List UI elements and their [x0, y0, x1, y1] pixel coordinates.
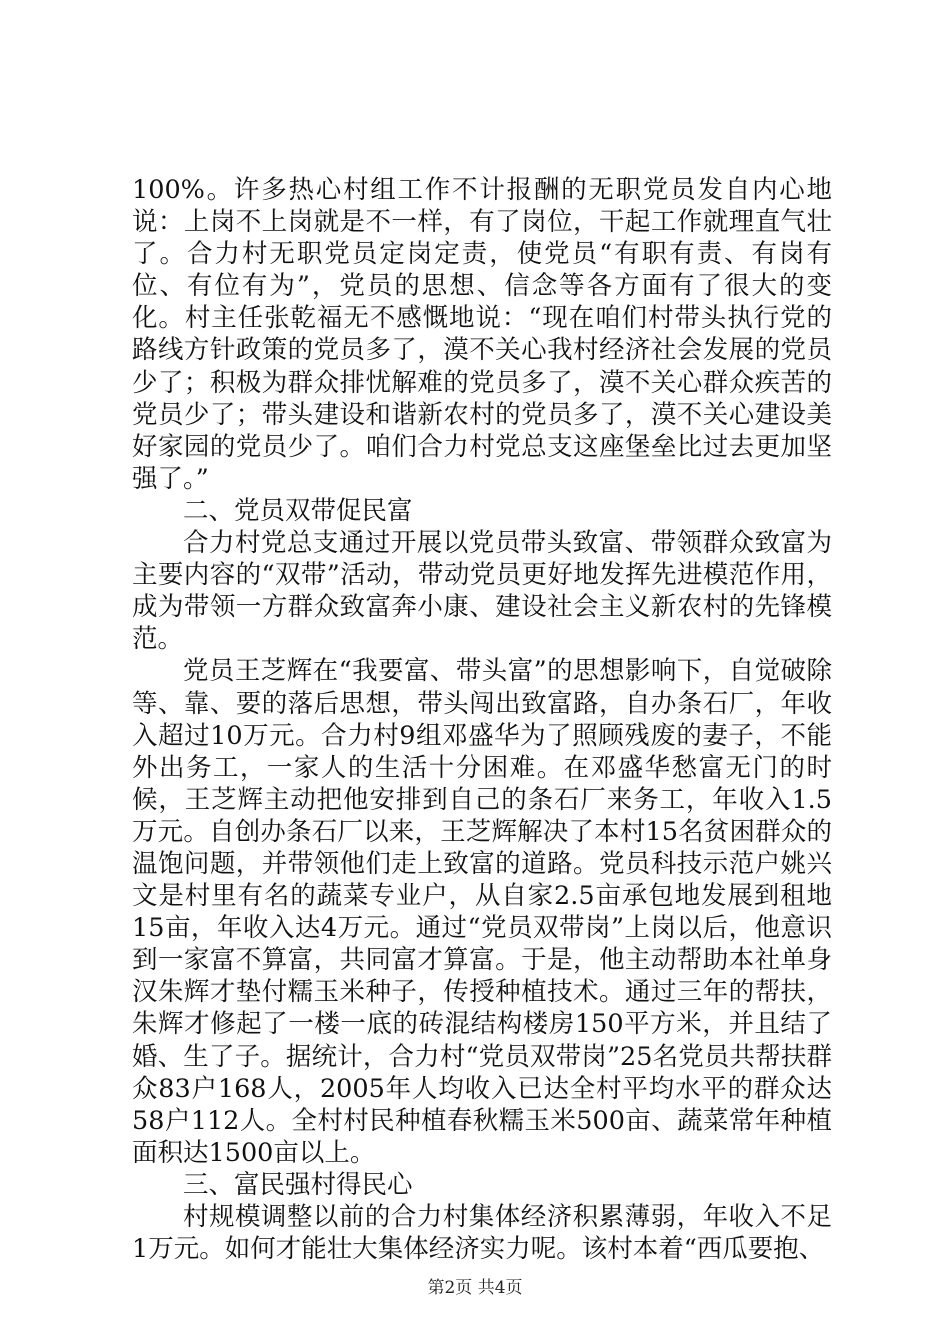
page-number-footer: 第2页 共4页 — [427, 1278, 523, 1298]
paragraph: 党员王芝辉在“我要富、带头富”的思想影响下，自觉破除等、靠、要的落后思想，带头闯出致富路，自办条石厂，年收入超过10万元。合力村9组邓盛华为了照顾残废的妻子，不能外出务工，一家人的生活十分困难。在邓盛华愁富无门的时候，王芝辉主动把他安排到自己的条石厂来务工，年收入1.5万元。自创办条石厂以来，王芝辉解决了本村15名贫困群众的温饱问题，并带领他们走上致富的道路。党员科技示范户姚兴文是村里有名的蔬菜专业户，从自家2.5亩承包地发展到租地15亩，年收入达4万元。通过“党员双带岗”上岗以后，他意识到一家富不算富，共同富才算富。于是，他主动帮助本社单身汉朱辉才垫付糯玉米种子，传授种植技术。通过三年的帮扶，朱辉才修起了一楼一底的砖混结构楼房150平方米，并且结了婚、生了子。据统计，合力村“党员双带岗”25名党员共帮扶群众83户168人，2005年人均收入已达全村平均水平的群众达58户112人。全村村民种植春秋糯玉米500亩、蔬菜常年种植面积达1500亩以上。 — [132, 656, 832, 1168]
section-heading-2: 二、党员双带促民富 — [183, 495, 413, 526]
document-body — [132, 174, 832, 1265]
section-heading-3: 三、富民强村得民心 — [183, 1169, 413, 1200]
paragraph: 村规模调整以前的合力村集体经济积累薄弱，年收入不足1万元。如何才能壮大集体经济实力呢。该村本着“西瓜要抱、 — [132, 1202, 832, 1265]
paragraph: 合力村党总支通过开展以党员带头致富、带领群众致富为主要内容的“双带”活动，带动党员更好地发挥先进模范作用，成为带领一方群众致富奔小康、建设社会主义新农村的先锋模范。 — [132, 528, 832, 655]
paragraph-continued: 100%。许多热心村组工作不计报酬的无职党员发自内心地说：上岗不上岗就是不一样，有了岗位，干起工作就理直气壮了。合力村无职党员定岗定责，使党员“有职有责、有岗有位、有位有为”，党员的思想、信念等各方面有了很大的变化。村主任张乾福无不感慨地说：“现在咱们村带头执行党的路线方针政策的党员多了，漠不关心我村经济社会发展的党员少了；积极为群众排忧解难的党员多了，漠不关心群众疾苦的党员少了；带头建设和谐新农村的党员多了，漠不关心建设美好家园的党员少了。咱们合力村党总支这座堡垒比过去更加坚强了。” — [132, 175, 832, 494]
